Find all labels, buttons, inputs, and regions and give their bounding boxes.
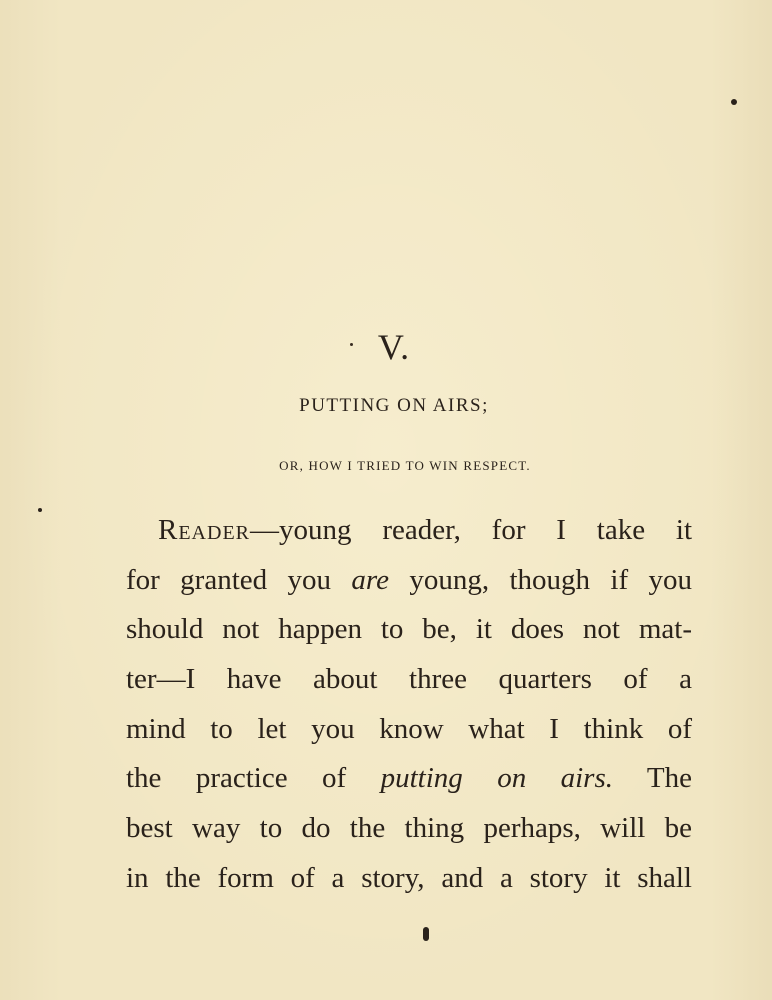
text-segment: the practice of: [126, 762, 381, 795]
text-line: [126, 556, 692, 606]
opening-word: Reader: [158, 514, 251, 546]
text-segment: young, though if you: [388, 563, 692, 596]
text-line: [126, 506, 692, 556]
body-paragraph: [126, 506, 692, 904]
emphasis: putting on airs.: [380, 762, 614, 795]
chapter-subtitle: OR, HOW I TRIED TO WIN RESPECT.: [279, 458, 531, 473]
text-line: best way to do the thing perhaps, will be: [126, 812, 692, 845]
text-segment: The: [613, 762, 692, 795]
text-line: in the form of a story, and a story it shall: [126, 861, 692, 894]
text-line: ter—I have about three quarters of a: [126, 663, 692, 696]
text-segment: for granted you: [126, 563, 352, 596]
chapter-number: V.: [377, 327, 411, 367]
chapter-title: PUTTING ON AIRS;: [299, 395, 489, 416]
ink-speck: [731, 99, 737, 105]
text-line: should not happen to be, it does not mat-: [126, 613, 692, 646]
ink-speck: [423, 927, 429, 941]
text-segment: —young reader, for I take it: [250, 514, 692, 546]
text-line: [126, 754, 692, 804]
ink-speck: [38, 508, 42, 512]
text-line: mind to let you know what I think of: [126, 712, 692, 745]
emphasis: are: [351, 563, 389, 596]
